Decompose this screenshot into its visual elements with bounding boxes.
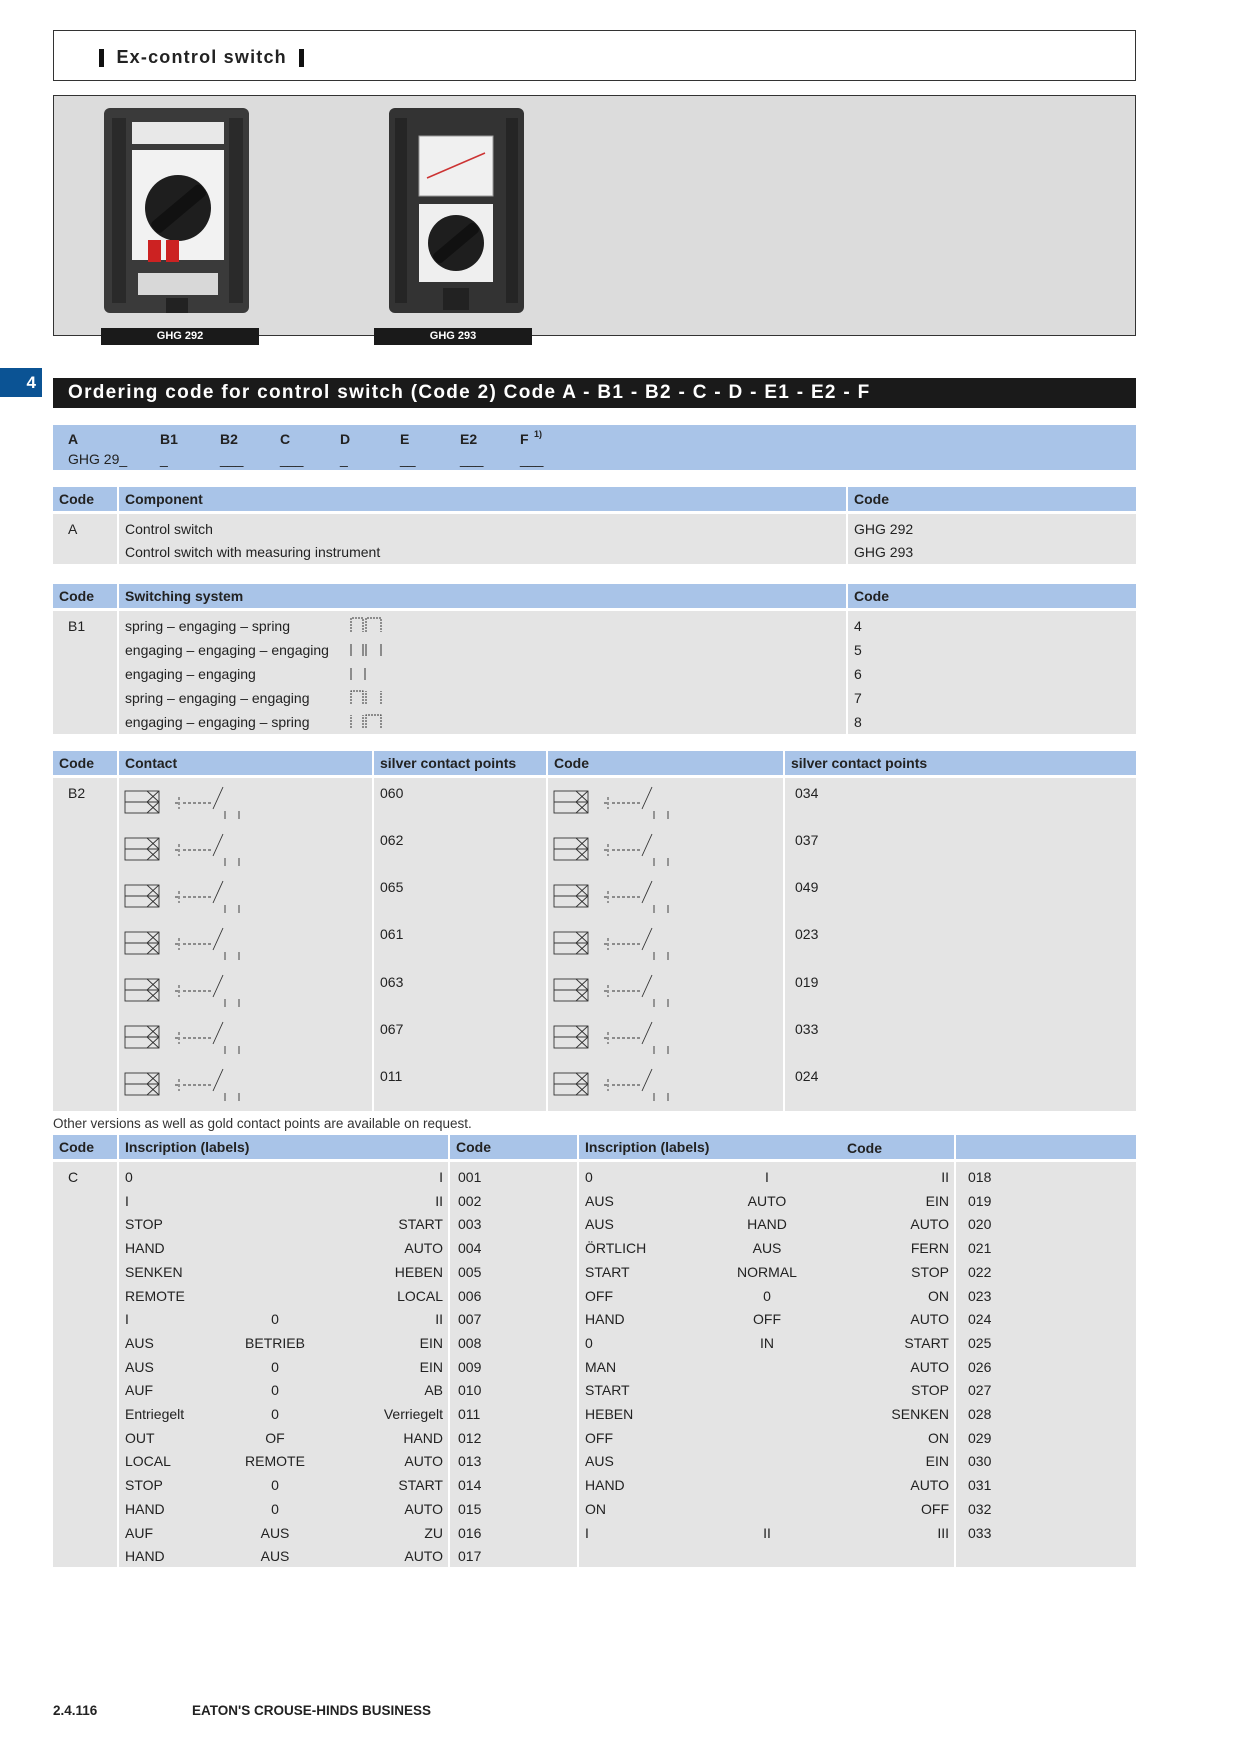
table-a-row1-component: Control switch	[125, 521, 213, 537]
table-c-header-code-mid: Code	[450, 1135, 577, 1159]
inscription-right-b: NORMAL	[737, 1263, 797, 1280]
inscription-left-code: 003	[458, 1216, 482, 1233]
table-switching-system	[53, 584, 1136, 734]
inscription-left-code: 016	[458, 1524, 482, 1541]
inscription-left-c: EIN	[419, 1358, 443, 1375]
inscription-right-a: HAND	[585, 1311, 625, 1328]
inscription-right-c: EIN	[925, 1453, 949, 1470]
contact-code-left: 011	[380, 1068, 403, 1084]
inscription-right-a: AUS	[585, 1453, 614, 1470]
table-b1-row4-system: spring – engaging – engaging	[125, 690, 310, 706]
table-c-header-code: Code	[53, 1135, 117, 1159]
inscription-left-c: HEBEN	[394, 1263, 443, 1280]
inscription-right-c: ON	[928, 1429, 949, 1446]
page-title: Ex-control switch	[116, 47, 287, 67]
contact-code-right: 019	[795, 974, 819, 990]
table-b1-row5-system: engaging – engaging – spring	[125, 714, 310, 730]
inscription-left-b: 0	[271, 1406, 279, 1422]
table-b1-header-code: Code	[53, 584, 117, 608]
inscription-right-c: AUTO	[910, 1477, 949, 1494]
inscription-right-c: START	[904, 1334, 949, 1351]
inscription-left-code: 002	[458, 1192, 482, 1209]
inscription-right-a: OFF	[585, 1429, 613, 1446]
table-b2-code: B2	[68, 785, 86, 801]
inscription-right-code: 033	[968, 1524, 992, 1541]
table-b1-header-system: Switching system	[119, 584, 846, 608]
inscription-right-a: ÖRTLICH	[585, 1240, 647, 1257]
table-b2-silver-right-col	[785, 778, 1136, 1111]
inscription-right-b: IN	[760, 1334, 774, 1351]
code-prefix: GHG 29_	[68, 451, 128, 467]
inscription-right-code: 019	[968, 1192, 992, 1209]
contact-code-left: 067	[380, 1021, 404, 1037]
inscription-left-b: 0	[271, 1500, 279, 1517]
contact-code-right: 049	[795, 879, 819, 895]
inscription-right-code: 032	[968, 1500, 992, 1517]
table-a-code: A	[68, 521, 78, 537]
table-b1-row3-value: 6	[854, 666, 862, 682]
inscription-right-b: 0	[763, 1287, 771, 1304]
photo-caption-ghg293: GHG 293	[374, 328, 532, 345]
inscription-right-a: START	[585, 1263, 630, 1280]
inscription-left-a: AUF	[125, 1524, 153, 1541]
inscription-left-code: 010	[458, 1382, 482, 1399]
inscription-right-code: 025	[968, 1334, 992, 1351]
inscription-right-code: 024	[968, 1311, 992, 1328]
inscription-left-a: REMOTE	[125, 1287, 185, 1304]
contact-code-right: 024	[795, 1068, 819, 1084]
table-component	[53, 487, 1136, 564]
inscription-right-code: 031	[968, 1477, 992, 1494]
table-inscription	[53, 1135, 1136, 1567]
code-blank-c: ___	[280, 451, 304, 467]
inscription-right-a: AUS	[585, 1192, 614, 1209]
table-b1-row3-system: engaging – engaging	[125, 666, 256, 682]
inscription-right-b: HAND	[747, 1216, 787, 1233]
inscription-right-c: OFF	[921, 1500, 949, 1517]
table-a-header-code-right: Code	[848, 487, 1136, 511]
footer-company: EATON'S CROUSE-HINDS BUSINESS	[192, 1703, 431, 1718]
inscription-left-code: 009	[458, 1358, 482, 1375]
inscription-left-c: I	[439, 1169, 443, 1185]
code-label-c: C	[280, 431, 291, 447]
code-blank-e: __	[400, 451, 416, 467]
inscription-left-b: 0	[271, 1311, 279, 1328]
inscription-left-a: HAND	[125, 1548, 165, 1565]
contact-code-right: 023	[795, 926, 819, 942]
table-c-header-blank	[956, 1135, 1136, 1159]
table-b2-header-code-right: Code	[548, 751, 783, 775]
inscription-right-a: I	[585, 1524, 589, 1541]
inscription-left-b: AUS	[260, 1548, 290, 1565]
table-c-code: C	[68, 1169, 79, 1185]
inscription-right-c: AUTO	[910, 1358, 949, 1375]
code-structure-bar	[53, 425, 1136, 470]
contact-diagrams-left	[121, 781, 301, 1109]
inscription-right-c: STOP	[911, 1263, 949, 1280]
inscription-left-c: LOCAL	[397, 1287, 443, 1304]
table-b1-row2-value: 5	[854, 642, 862, 658]
inscription-right-b: AUS	[752, 1240, 782, 1257]
inscription-right-a: HEBEN	[585, 1406, 634, 1422]
inscription-left-c: HAND	[403, 1429, 443, 1446]
inscription-left-code: 007	[458, 1311, 482, 1328]
table-b1-row1-value: 4	[854, 618, 862, 634]
table-a-row1-value: GHG 292	[854, 521, 914, 537]
table-b2-header-silver: silver contact points	[374, 751, 546, 775]
title-bar-right	[299, 49, 304, 67]
inscription-right-code: 023	[968, 1287, 992, 1304]
product-photo-panel	[53, 95, 1136, 342]
inscription-right-c: III	[937, 1524, 949, 1541]
inscription-left-c: Verriegelt	[383, 1406, 443, 1422]
inscription-left-a: LOCAL	[125, 1453, 171, 1470]
inscription-left-c: AUTO	[404, 1500, 443, 1517]
code-label-a: A	[68, 431, 79, 447]
inscription-left-code: 005	[458, 1263, 482, 1280]
inscription-left-b: 0	[271, 1382, 279, 1399]
title-bar-left	[99, 49, 104, 67]
table-b1-header-code-right: Code	[848, 584, 1136, 608]
inscription-left-a: SENKEN	[125, 1263, 183, 1280]
table-b2-silver-col	[374, 778, 546, 1111]
inscription-left-a: STOP	[125, 1477, 163, 1494]
inscription-right-code: 028	[968, 1406, 992, 1422]
table-b1-row4-value: 7	[854, 690, 862, 706]
table-c-code-col	[53, 1162, 117, 1567]
inscription-left-c: AUTO	[404, 1453, 443, 1470]
contact-diagrams-right	[550, 781, 750, 1109]
contact-code-right: 034	[795, 785, 819, 801]
code-label-b2: B2	[220, 431, 238, 447]
inscription-left-code: 015	[458, 1500, 482, 1517]
page-number: 2.4.116	[53, 1703, 98, 1718]
inscription-left-c: ZU	[424, 1524, 443, 1541]
inscription-right-c: STOP	[911, 1382, 949, 1399]
photo-caption-ghg292: GHG 292	[101, 328, 259, 345]
inscription-left-c: AUTO	[404, 1240, 443, 1257]
inscription-right-code: 020	[968, 1216, 992, 1233]
table-b1-code: B1	[68, 618, 86, 634]
inscription-left-code: 001	[458, 1169, 482, 1185]
inscription-left-a: AUF	[125, 1382, 153, 1399]
inscription-left-a: 0	[125, 1169, 133, 1185]
title-box	[53, 30, 1136, 81]
inscription-right-code: 026	[968, 1358, 992, 1375]
table-b2-header-code: Code	[53, 751, 117, 775]
inscription-left-a: HAND	[125, 1240, 165, 1257]
ghg293-image	[389, 108, 529, 313]
inscription-right-c: SENKEN	[891, 1406, 949, 1422]
inscription-right-c: AUTO	[910, 1216, 949, 1233]
inscription-left-a: OUT	[125, 1429, 155, 1446]
contact-code-right: 033	[795, 1021, 819, 1037]
inscription-left-b: 0	[271, 1477, 279, 1494]
inscription-left-code: 013	[458, 1453, 482, 1470]
inscription-right-a: 0	[585, 1334, 593, 1351]
table-contact	[53, 751, 1136, 1111]
inscription-left-code: 014	[458, 1477, 482, 1494]
inscription-left-a: STOP	[125, 1216, 163, 1233]
contact-code-right: 037	[795, 832, 819, 848]
inscription-left-c: AUTO	[404, 1548, 443, 1565]
inscription-left-c: START	[398, 1477, 443, 1494]
table-b1-row1-system: spring – engaging – spring	[125, 618, 291, 634]
inscription-left-c: START	[398, 1216, 443, 1233]
code-label-d: D	[340, 431, 351, 447]
inscription-right-b: AUTO	[747, 1192, 787, 1209]
inscription-left-c: AB	[424, 1382, 443, 1399]
table-a-header-component: Component	[119, 487, 846, 511]
code-blank-b2: ___	[220, 451, 244, 467]
inscription-left-a: AUS	[125, 1334, 154, 1351]
table-a-code-col	[53, 514, 117, 564]
inscription-right-a: AUS	[585, 1216, 614, 1233]
contact-code-left: 065	[380, 879, 404, 895]
table-a-header-code: Code	[53, 487, 117, 511]
inscription-right-code: 029	[968, 1429, 992, 1446]
code-blank-b1: _	[160, 451, 168, 467]
inscription-left-b: REMOTE	[245, 1453, 305, 1470]
table-b1-row5-value: 8	[854, 714, 862, 730]
inscription-right-c: ON	[928, 1287, 949, 1304]
availability-note: Other versions as well as gold contact points are available on request.	[53, 1116, 472, 1131]
table-b2-code-col	[53, 778, 117, 1111]
inscription-left-code: 011	[458, 1406, 481, 1422]
code-label-f: F	[520, 431, 529, 447]
inscription-left-code: 012	[458, 1429, 482, 1446]
inscription-right-c: FERN	[910, 1240, 949, 1257]
inscription-right-b: OFF	[753, 1311, 781, 1328]
inscription-right-a: START	[585, 1382, 630, 1399]
inscription-left-b: 0	[271, 1358, 279, 1375]
inscription-right-code: 030	[968, 1453, 992, 1470]
inscription-left-code: 017	[458, 1548, 482, 1565]
inscription-left-a: AUS	[125, 1358, 154, 1375]
inscription-left-a: I	[125, 1311, 129, 1328]
code-label-e: E	[400, 431, 410, 447]
table-c-header-inscription: Inscription (labels)	[119, 1135, 448, 1159]
inscription-right-c: AUTO	[910, 1311, 949, 1328]
inscription-right-c: II	[941, 1169, 949, 1185]
inscription-left-b: AUS	[260, 1524, 290, 1541]
table-c-header-inscription-right: Inscription (labels)	[579, 1135, 954, 1159]
inscription-right-c: EIN	[925, 1192, 949, 1209]
contact-code-left: 060	[380, 785, 404, 801]
table-b2-header-contact: Contact	[119, 751, 372, 775]
code-blank-d: _	[340, 451, 348, 467]
inscription-left-b: OF	[265, 1429, 285, 1446]
ghg292-image	[104, 108, 254, 313]
table-a-row2-component: Control switch with measuring instrument	[125, 544, 381, 560]
table-a-row2-value: GHG 293	[854, 544, 914, 560]
inscription-left-a: I	[125, 1192, 129, 1209]
inscription-right-a: 0	[585, 1169, 593, 1185]
ordering-code-title: Ordering code for control switch (Code 2) Code A - B1 - B2 - C - D - E1 - E2 - F	[53, 378, 1136, 408]
inscription-right-a: HAND	[585, 1477, 625, 1494]
inscription-right-code: 022	[968, 1263, 992, 1280]
inscription-right-a: OFF	[585, 1287, 613, 1304]
inscription-left-code: 004	[458, 1240, 482, 1257]
contact-code-left: 062	[380, 832, 404, 848]
inscription-left-a: HAND	[125, 1500, 165, 1517]
inscription-right-code: 027	[968, 1382, 992, 1399]
table-b1-row2-system: engaging – engaging – engaging	[125, 642, 329, 658]
inscription-left-code: 006	[458, 1287, 482, 1304]
code-blank-f: ___	[520, 451, 544, 467]
inscription-right-b: I	[765, 1169, 769, 1185]
code-footnote: 1)	[534, 429, 543, 439]
inscription-left-c: EIN	[419, 1334, 443, 1351]
inscription-left-c: II	[435, 1311, 443, 1328]
contact-code-left: 063	[380, 974, 404, 990]
inscription-left-code: 008	[458, 1334, 482, 1351]
code-label-e2: E2	[460, 431, 478, 447]
inscription-right-b: II	[763, 1524, 771, 1541]
inscription-right-code: 021	[968, 1240, 992, 1257]
table-c-header-code-right: Code	[847, 1140, 882, 1156]
table-b2-header-silver-right: silver contact points	[785, 751, 1136, 775]
inscription-left-a: Entriegelt	[125, 1406, 185, 1422]
section-tab[interactable]: 4	[0, 368, 42, 397]
switching-symbols	[349, 614, 389, 734]
inscription-right-a: ON	[585, 1500, 606, 1517]
code-blank-e2: ___	[460, 451, 484, 467]
inscription-left-c: II	[435, 1192, 443, 1209]
inscription-right-a: MAN	[585, 1358, 617, 1375]
inscription-left-b: BETRIEB	[245, 1334, 305, 1351]
inscription-right-code: 018	[968, 1169, 992, 1185]
contact-code-left: 061	[380, 926, 404, 942]
table-b1-value-col	[848, 611, 1136, 734]
code-label-b1: B1	[160, 431, 178, 447]
